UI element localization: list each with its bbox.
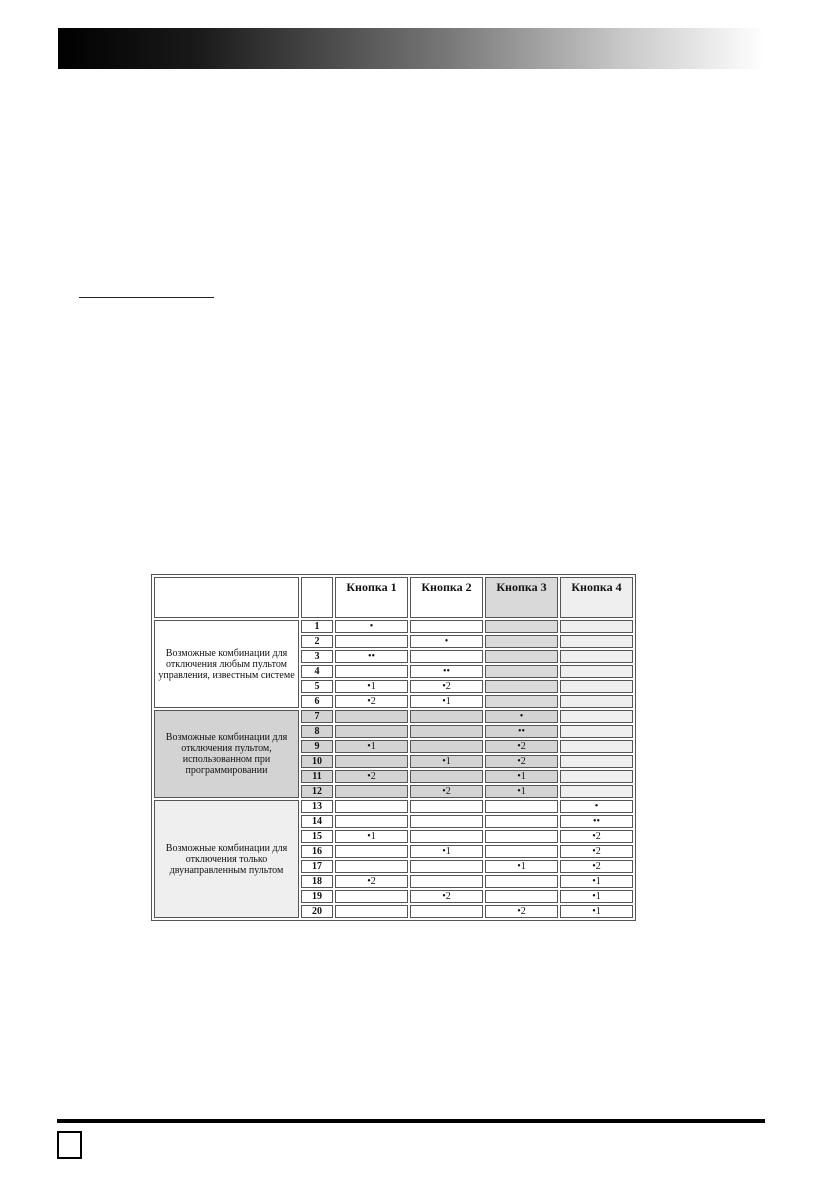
cell-button-4: •2 bbox=[560, 845, 633, 858]
header-button-2: Кнопка 2 bbox=[410, 577, 483, 618]
cell-button-2 bbox=[410, 905, 483, 918]
cell-button-1: •2 bbox=[335, 695, 408, 708]
cell-button-3 bbox=[485, 650, 558, 663]
cell-button-1: •• bbox=[335, 650, 408, 663]
table-row bbox=[154, 800, 633, 813]
cell-button-2: •2 bbox=[410, 890, 483, 903]
cell-button-2 bbox=[410, 830, 483, 843]
cell-button-4: •• bbox=[560, 815, 633, 828]
row-number: 3 bbox=[301, 650, 333, 663]
cell-button-1: • bbox=[335, 620, 408, 633]
cell-button-4 bbox=[560, 725, 633, 738]
cell-button-1 bbox=[335, 785, 408, 798]
row-number: 14 bbox=[301, 815, 333, 828]
group-label-programming-remote: Возможные комбинации для отключения пультом, использованном при программировании bbox=[154, 710, 299, 798]
header-button-3: Кнопка 3 bbox=[485, 577, 558, 618]
table-row bbox=[154, 710, 633, 723]
row-number: 12 bbox=[301, 785, 333, 798]
group-label-any-remote: Возможные комбинации для отключения любым пультом управления, известным системе bbox=[154, 620, 299, 708]
cell-button-4 bbox=[560, 755, 633, 768]
cell-button-1 bbox=[335, 710, 408, 723]
cell-button-3: •2 bbox=[485, 755, 558, 768]
cell-button-1: •2 bbox=[335, 875, 408, 888]
cell-button-3: •• bbox=[485, 725, 558, 738]
cell-button-2 bbox=[410, 815, 483, 828]
table-row bbox=[154, 620, 633, 633]
cell-button-1: •1 bbox=[335, 740, 408, 753]
cell-button-2 bbox=[410, 875, 483, 888]
cell-button-2: •1 bbox=[410, 845, 483, 858]
row-number: 1 bbox=[301, 620, 333, 633]
cell-button-1 bbox=[335, 665, 408, 678]
cell-button-2 bbox=[410, 740, 483, 753]
cell-button-3: •2 bbox=[485, 905, 558, 918]
cell-button-4: •2 bbox=[560, 830, 633, 843]
cell-button-2: •2 bbox=[410, 680, 483, 693]
row-number: 15 bbox=[301, 830, 333, 843]
row-number: 11 bbox=[301, 770, 333, 783]
cell-button-3: •2 bbox=[485, 740, 558, 753]
cell-button-1 bbox=[335, 860, 408, 873]
cell-button-4 bbox=[560, 710, 633, 723]
cell-button-2: •1 bbox=[410, 695, 483, 708]
cell-button-1 bbox=[335, 800, 408, 813]
row-number: 10 bbox=[301, 755, 333, 768]
row-number: 16 bbox=[301, 845, 333, 858]
row-number: 2 bbox=[301, 635, 333, 648]
cell-button-3 bbox=[485, 680, 558, 693]
cell-button-3 bbox=[485, 635, 558, 648]
row-number: 19 bbox=[301, 890, 333, 903]
cell-button-2 bbox=[410, 650, 483, 663]
cell-button-4 bbox=[560, 635, 633, 648]
cell-button-3 bbox=[485, 875, 558, 888]
cell-button-3 bbox=[485, 845, 558, 858]
cell-button-1 bbox=[335, 845, 408, 858]
group-label-bidirectional-remote: Возможные комбинации для отключения только двунаправленным пультом bbox=[154, 800, 299, 918]
row-number: 18 bbox=[301, 875, 333, 888]
header-number-cell bbox=[301, 577, 333, 618]
underline-rule bbox=[79, 297, 214, 298]
cell-button-2 bbox=[410, 710, 483, 723]
cell-button-2: •1 bbox=[410, 755, 483, 768]
page-number-box bbox=[57, 1131, 82, 1159]
header-corner-cell bbox=[154, 577, 299, 618]
cell-button-3 bbox=[485, 890, 558, 903]
cell-button-1 bbox=[335, 890, 408, 903]
cell-button-4 bbox=[560, 785, 633, 798]
cell-button-2 bbox=[410, 725, 483, 738]
cell-button-4 bbox=[560, 665, 633, 678]
cell-button-1: •2 bbox=[335, 770, 408, 783]
cell-button-1 bbox=[335, 815, 408, 828]
cell-button-2 bbox=[410, 860, 483, 873]
cell-button-3 bbox=[485, 800, 558, 813]
row-number: 13 bbox=[301, 800, 333, 813]
cell-button-4 bbox=[560, 620, 633, 633]
cell-button-3 bbox=[485, 695, 558, 708]
cell-button-3: •1 bbox=[485, 785, 558, 798]
row-number: 9 bbox=[301, 740, 333, 753]
cell-button-1: •1 bbox=[335, 830, 408, 843]
row-number: 17 bbox=[301, 860, 333, 873]
cell-button-2: • bbox=[410, 635, 483, 648]
cell-button-4: • bbox=[560, 800, 633, 813]
cell-button-1 bbox=[335, 725, 408, 738]
cell-button-3: • bbox=[485, 710, 558, 723]
cell-button-3 bbox=[485, 665, 558, 678]
cell-button-4 bbox=[560, 695, 633, 708]
cell-button-4 bbox=[560, 740, 633, 753]
row-number: 20 bbox=[301, 905, 333, 918]
table-header-row bbox=[154, 577, 633, 618]
cell-button-3 bbox=[485, 815, 558, 828]
footer-rule bbox=[57, 1119, 765, 1123]
cell-button-2: •2 bbox=[410, 785, 483, 798]
cell-button-4: •1 bbox=[560, 905, 633, 918]
row-number: 4 bbox=[301, 665, 333, 678]
row-number: 5 bbox=[301, 680, 333, 693]
cell-button-4: •1 bbox=[560, 890, 633, 903]
cell-button-1: •1 bbox=[335, 680, 408, 693]
cell-button-4 bbox=[560, 680, 633, 693]
header-band bbox=[58, 28, 764, 69]
cell-button-2 bbox=[410, 770, 483, 783]
cell-button-3 bbox=[485, 620, 558, 633]
row-number: 6 bbox=[301, 695, 333, 708]
cell-button-1 bbox=[335, 635, 408, 648]
cell-button-2 bbox=[410, 800, 483, 813]
cell-button-2: •• bbox=[410, 665, 483, 678]
cell-button-4: •2 bbox=[560, 860, 633, 873]
row-number: 8 bbox=[301, 725, 333, 738]
cell-button-3: •1 bbox=[485, 770, 558, 783]
cell-button-4 bbox=[560, 650, 633, 663]
cell-button-2 bbox=[410, 620, 483, 633]
cell-button-4: •1 bbox=[560, 875, 633, 888]
combination-table bbox=[151, 574, 636, 921]
header-button-1: Кнопка 1 bbox=[335, 577, 408, 618]
cell-button-1 bbox=[335, 755, 408, 768]
cell-button-3 bbox=[485, 830, 558, 843]
cell-button-4 bbox=[560, 770, 633, 783]
cell-button-1 bbox=[335, 905, 408, 918]
row-number: 7 bbox=[301, 710, 333, 723]
header-button-4: Кнопка 4 bbox=[560, 577, 633, 618]
cell-button-3: •1 bbox=[485, 860, 558, 873]
